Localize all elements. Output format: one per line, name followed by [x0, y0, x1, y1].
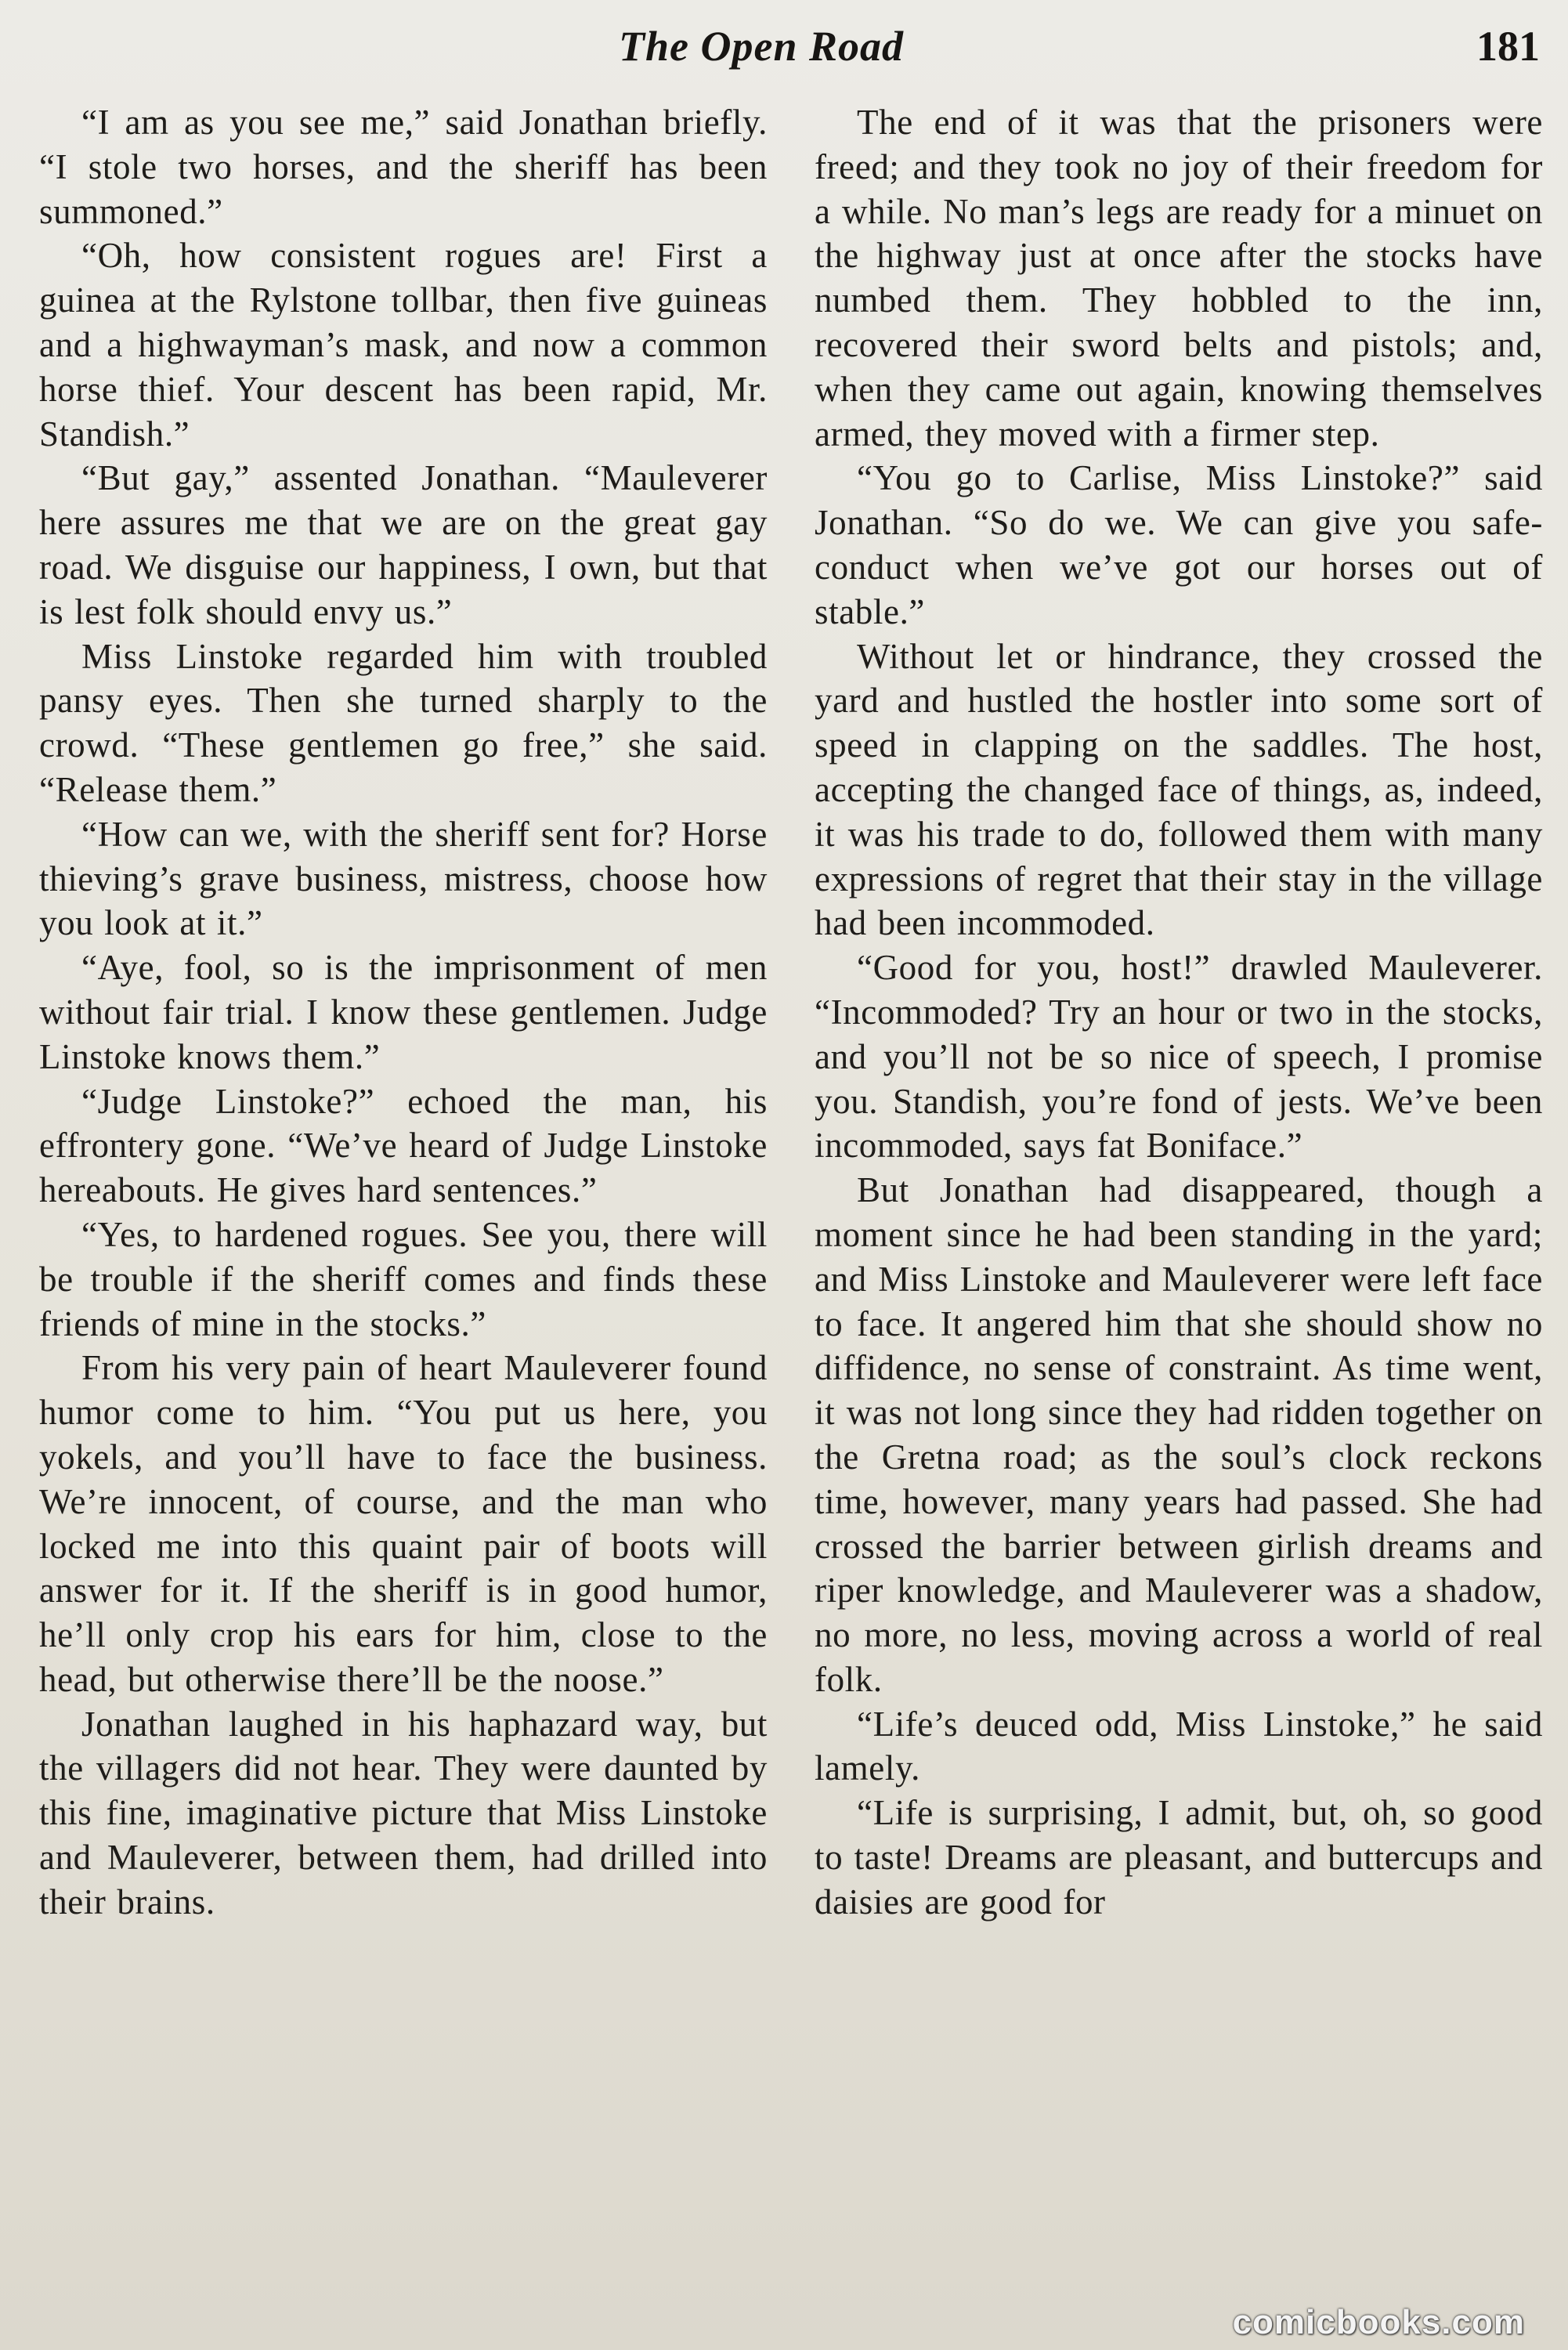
paragraph: Jonathan laughed in his haphazard way, but the villagers did not hear. They were daunted by this fine, imaginative picture that Miss Linstoke and Mauleverer, between them, had drilled into their brains. [39, 1704, 768, 1922]
paragraph: “Life is surprising, I admit, but, oh, so good to taste! Dreams are pleasant, and buttercups and daisies are good for [815, 1793, 1543, 1922]
paragraph: “Oh, how consistent rogues are! First a guinea at the Rylstone tollbar, then five guineas and a highwayman’s mask, and now a common horse thief. Your descent has been rapid, Mr. Standish.” [39, 236, 768, 454]
paragraph: Miss Linstoke regarded him with troubled pansy eyes. Then she turned sharply to the crowd. “These gentlemen go free,” she said. “Release them.” [39, 636, 768, 809]
paragraph: “Life’s deuced odd, Miss Linstoke,” he said lamely. [815, 1704, 1543, 1788]
paragraph: “Good for you, host!” drawled Mauleverer. “Incommoded? Try an hour or two in the stocks, and you’ll not be so nice of speech, I promise you. Standish, you’re fond of jests. We’ve been incommoded, says fat Boniface.” [815, 948, 1543, 1166]
paragraph: “You go to Carlise, Miss Linstoke?” said Jonathan. “So do we. We can give you safe-conduct when we’ve got our horses out of stable.” [815, 458, 1543, 631]
paragraph: “How can we, with the sheriff sent for? Horse thieving’s grave business, mistress, choose how you look at it.” [39, 814, 768, 943]
right-text-column [815, 100, 1543, 1925]
paragraph: “Aye, fool, so is the imprisonment of men without fair trial. I know these gentlemen. Judge Linstoke knows them.” [39, 948, 768, 1076]
watermark-logo: comicbooks.com [1232, 2303, 1525, 2341]
paragraph: “Judge Linstoke?” echoed the man, his effrontery gone. “We’ve heard of Judge Linstoke hereabouts. He gives hard sentences.” [39, 1081, 768, 1210]
page-number: 181 [1476, 23, 1540, 70]
paragraph: “But gay,” assented Jonathan. “Mauleverer here assures me that we are on the great gay road. We disguise our happiness, I own, but that is lest folk should envy us.” [39, 458, 768, 631]
paragraph: But Jonathan had disappeared, though a moment since he had been standing in the yard; and Miss Linstoke and Mauleverer were left face to face. It angered him that she should show no diffidence, no sense of constraint. As time went, it was not long since they had ridden together on the Gretna road; as the soul’s clock reckons time, however, many years had passed. She had crossed the barrier between girlish dreams and riper knowledge, and Mauleverer was a shadow, no more, no less, moving across a world of real folk. [815, 1170, 1543, 1699]
paragraph: The end of it was that the prisoners were freed; and they took no joy of their freedom for a while. No man’s legs are ready for a minuet on the highway just at once after the stocks have numbed them. They hobbled to the inn, recovered their sword belts and pistols; and, when they came out again, knowing themselves armed, they moved with a firmer step. [815, 103, 1543, 454]
paragraph: Without let or hindrance, they crossed the yard and hustled the hostler into some sort of speed in clapping on the saddles. The host, accepting the changed face of things, as, indeed, it was his trade to do, followed them with many expressions of regret that their stay in the village had been incommoded. [815, 636, 1543, 943]
left-text-column [39, 100, 768, 1925]
paragraph: “I am as you see me,” said Jonathan briefly. “I stole two horses, and the sheriff has been summoned.” [39, 103, 768, 231]
paragraph: From his very pain of heart Mauleverer found humor come to him. “You put us here, you yokels, and you’ll have to face the business. We’re innocent, of course, and the man who locked me into this quaint pair of boots will answer for it. If the sheriff is in good humor, he’ll only crop his ears for him, close to the head, but otherwise there’ll be the noose.” [39, 1348, 768, 1699]
running-title: The Open Road [619, 23, 904, 70]
paragraph: “Yes, to hardened rogues. See you, there will be trouble if the sheriff comes and finds these friends of mine in the stocks.” [39, 1214, 768, 1343]
page-header [0, 16, 1568, 78]
